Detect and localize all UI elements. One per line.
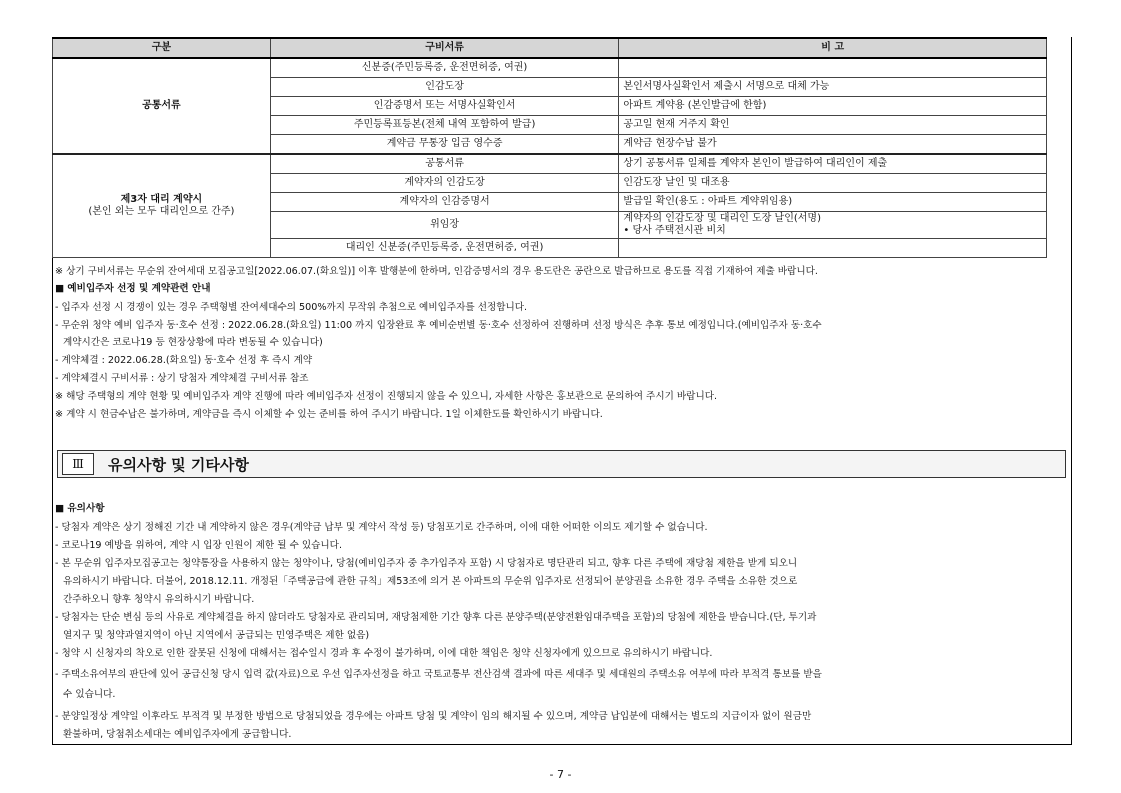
notice-line: - 입주자 선정 시 경쟁이 있는 경우 주택형별 잔여세대수의 500%까지 무작위 추첨으로 예비입주자를 선정합니다.: [55, 302, 528, 313]
document-cell: 신분증(주민등록증, 운전면허증, 여권): [270, 58, 619, 78]
notice-line: - 계약체결 : 2022.06.28.(화요일) 동·호수 선정 후 즉시 계약: [55, 355, 313, 366]
page-number: - 7 -: [549, 768, 572, 781]
category-proxy: [53, 154, 271, 258]
notice-line: ※ 계약 시 현금수납은 불가하며, 계약금을 즉시 이체할 수 있는 준비를 하여 주시기 바랍니다. 1일 이체한도를 확인하시기 바랍니다.: [55, 409, 603, 420]
remark-cell: 발급일 확인(용도 : 아파트 계약위임용): [619, 193, 1047, 212]
caution-line: 수 있습니다.: [63, 689, 116, 700]
remark-line: 계약자의 인감도장 및 대리인 도장 날인(서명): [623, 213, 821, 224]
document-cell: 위임장: [270, 212, 619, 239]
remark-cell: 공고일 현재 거주지 확인: [619, 116, 1047, 135]
category-proxy-sub: (본인 외는 모두 대리인으로 간주): [88, 206, 235, 217]
caution-line: - 분양일정상 계약일 이후라도 부적격 및 부정한 방법으로 당첨되었을 경우에는 아파트 당첨 및 계약이 임의 해지될 수 있으며, 계약금 납입분에 대해서는 별도의 지급이자 없이 원금만: [55, 711, 812, 722]
documents-footnote: ※ 상기 구비서류는 무순위 잔여세대 모집공고일[2022.06.07.(화요일)] 이후 발행분에 한하며, 인감증명서의 경우 용도란은 공란으로 발급하므로 용도를 직접 기재하여 제출 바랍니다.: [55, 266, 818, 277]
remark-cell: 아파트 계약용 (본인발급에 한함): [619, 97, 1047, 116]
remark-cell: 인감도장 날인 및 대조용: [619, 174, 1047, 193]
caution-line: - 코로나19 예방을 위하여, 계약 시 입장 인원이 제한 될 수 있습니다.: [55, 540, 343, 551]
section-title: 유의사항 및 기타사항: [108, 455, 249, 474]
caution-line: 환불하며, 당첨취소세대는 예비입주자에게 공급합니다.: [63, 729, 292, 740]
remark-line: • 당사 주택전시관 비치: [623, 225, 726, 236]
required-documents-table: [52, 37, 1047, 258]
document-cell: 인감증명서 또는 서명사실확인서: [270, 97, 619, 116]
reserve-contract-heading: ■ 예비입주자 선정 및 계약관련 안내: [55, 283, 211, 294]
notice-line: 계약시간은 코로나19 등 현장상황에 따라 변동될 수 있습니다): [63, 337, 323, 348]
caution-line: - 주택소유여부의 판단에 있어 공급신청 당시 입력 값(자료)으로 우선 입주자선정을 하고 국토교통부 전산검색 결과에 따른 세대주 및 세대원의 주택소유 여부에 따라 부적격 통보를 받을: [55, 669, 822, 680]
notice-line: ※ 해당 주택형의 계약 현황 및 예비입주자 계약 진행에 따라 예비입주자 선정이 진행되지 않을 수 있으니, 자세한 사항은 홍보관으로 문의하여 주시기 바랍니다.: [55, 391, 718, 402]
remark-cell: [619, 239, 1047, 258]
remark-cell: 계약금 현장수납 불가: [619, 135, 1047, 155]
caution-line: - 당첨자는 단순 변심 등의 사유로 계약체결을 하지 않더라도 당첨자로 관리되며, 재당첨제한 기간 향후 다른 분양주택(분양전환임대주택을 포함)의 당첨에 제한을 받습니다.(단, 투기과: [55, 612, 817, 623]
caution-line: - 당첨자 계약은 상기 정해진 기간 내 계약하지 않은 경우(계약금 납부 및 계약서 작성 등) 당첨포기로 간주하며, 이에 대한 어떠한 이의도 제기할 수 없습니다.: [55, 522, 708, 533]
table-header-row: [53, 38, 1047, 58]
remark-cell: 본인서명사실확인서 제출시 서명으로 대체 가능: [619, 78, 1047, 97]
caution-line: 열지구 및 청약과열지역이 아닌 지역에서 공급되는 민영주택은 제한 없음): [63, 630, 370, 641]
document-cell: 계약금 무통장 입금 영수증: [270, 135, 619, 155]
remark-cell: 상기 공통서류 일체를 계약자 본인이 발급하여 대리인이 제출: [619, 154, 1047, 174]
remark-cell: [619, 212, 1047, 239]
caution-line: - 본 무순위 입주자모집공고는 청약통장을 사용하지 않는 청약이나, 당첨(예비입주자 중 추가입주자 포함) 시 당첨자로 명단관리 되고, 향후 다른 주택에 재당첨 제한을 받게 되오니: [55, 558, 798, 569]
cautions-heading: ■ 유의사항: [55, 503, 105, 514]
notice-line: - 계약체결시 구비서류 : 상기 당첨자 계약체결 구비서류 참조: [55, 373, 309, 384]
notice-line: - 무순위 청약 예비 입주자 동·호수 선정 : 2022.06.28.(화요일) 11:00 까지 입장완료 후 예비순번별 동·호수 선정하여 진행하며 선정 방식은 추후 통보 예정입니다.(예비입주자 동·호수: [55, 320, 822, 331]
section-header: [57, 450, 1066, 478]
caution-line: 유의하시기 바랍니다. 더불어, 2018.12.11. 개정된「주택공급에 관한 규칙」제53조에 의거 본 아파트의 무순위 입주자로 선정되어 분양권을 소유한 경우 주택을 소유한 것으로: [63, 576, 798, 587]
header-category: 구분: [53, 38, 271, 58]
header-documents: 구비서류: [270, 38, 619, 58]
caution-line: - 청약 시 신청자의 착오로 인한 잘못된 신청에 대해서는 접수일시 경과 후 수정이 불가하며, 이에 대한 책임은 청약 신청자에게 있으므로 유의하시기 바랍니다.: [55, 648, 713, 659]
document-cell: 공통서류: [270, 154, 619, 174]
table-row: [53, 154, 1047, 174]
document-cell: 인감도장: [270, 78, 619, 97]
section-number: Ⅲ: [62, 453, 94, 475]
category-proxy-title: 제3자 대리 계약시: [120, 194, 203, 205]
document-cell: 주민등록표등본(전체 내역 포함하여 발급): [270, 116, 619, 135]
remark-cell: [619, 58, 1047, 78]
category-common: 공통서류: [53, 58, 271, 154]
caution-line: 간주하오니 향후 청약시 유의하시기 바랍니다.: [63, 594, 255, 605]
header-remarks: 비 고: [619, 38, 1047, 58]
document-cell: 대리인 신분증(주민등록증, 운전면허증, 여권): [270, 239, 619, 258]
document-cell: 계약자의 인감증명서: [270, 193, 619, 212]
table-row: [53, 58, 1047, 78]
document-cell: 계약자의 인감도장: [270, 174, 619, 193]
